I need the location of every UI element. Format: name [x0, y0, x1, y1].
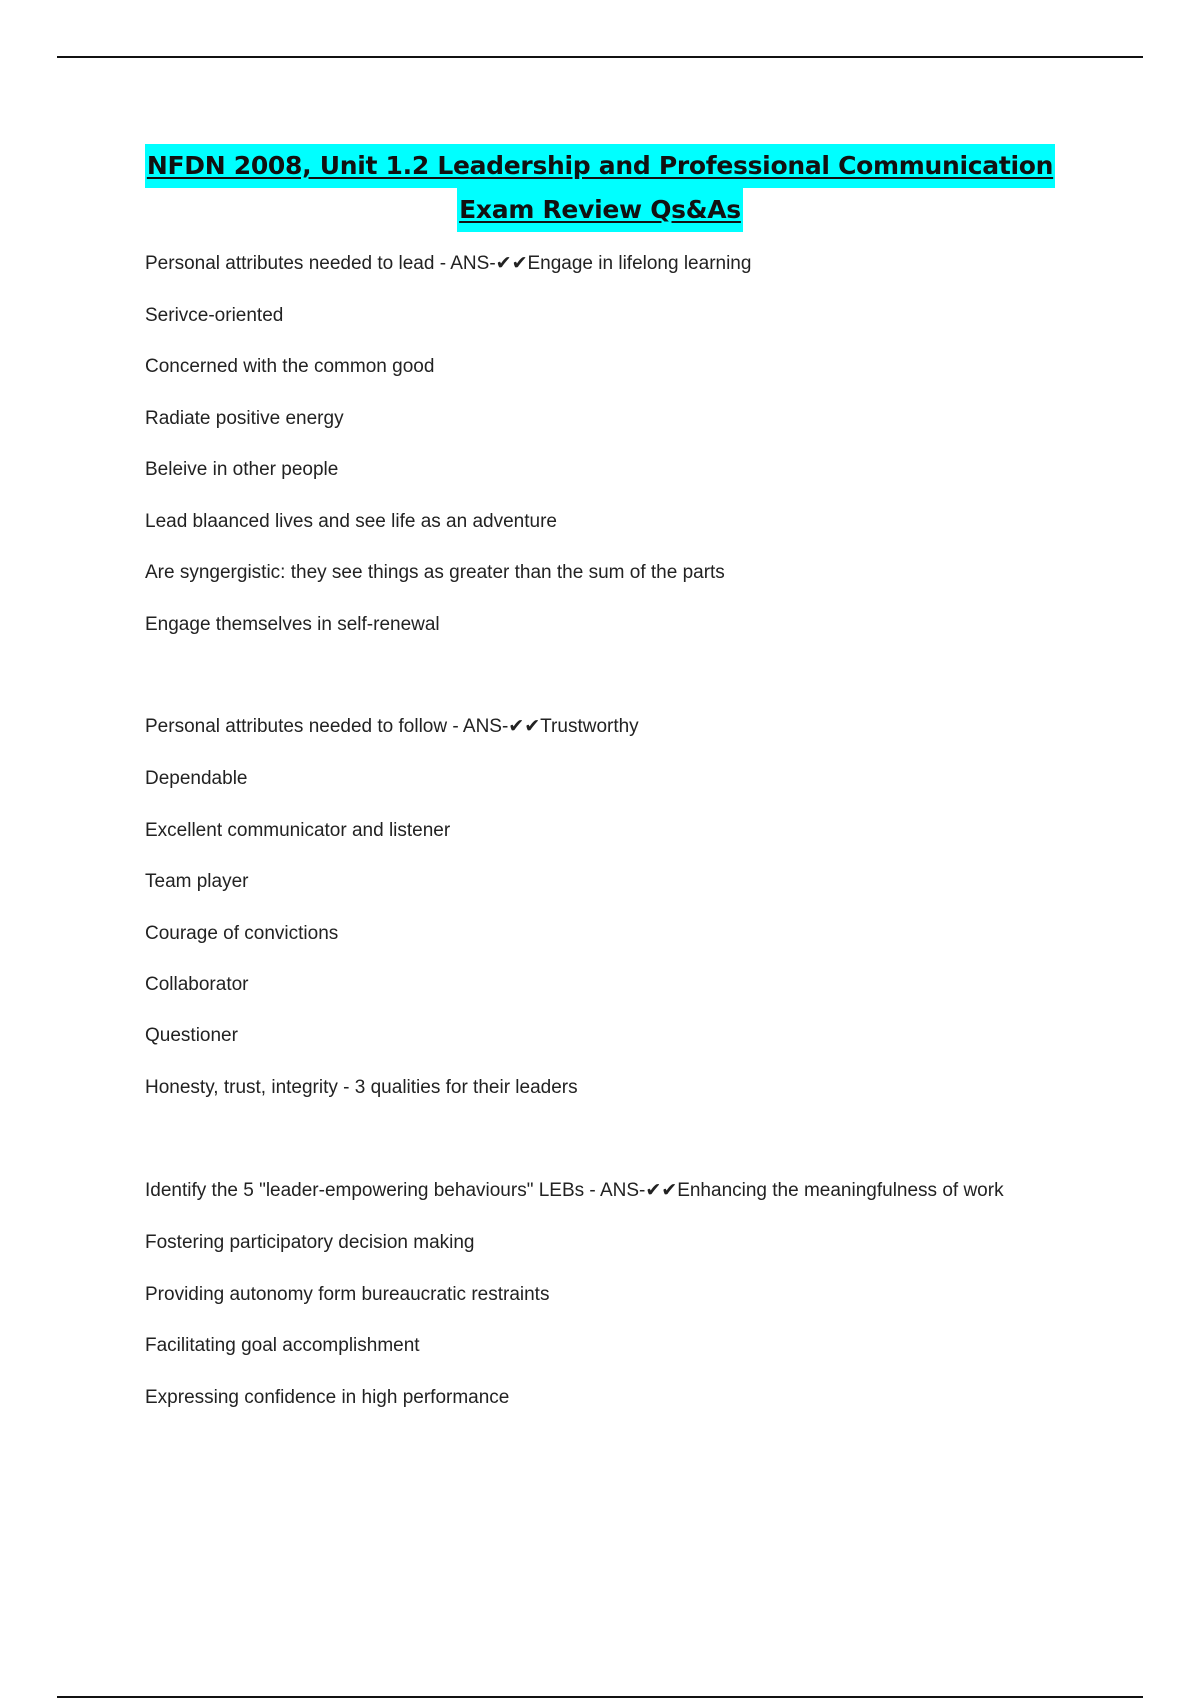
answer-line: Engage themselves in self-renewal	[145, 614, 440, 635]
answer-line: Expressing confidence in high performance	[145, 1387, 510, 1408]
answer-line: Collaborator	[145, 974, 249, 995]
document-title	[0, 144, 1200, 232]
question-lead: Personal attributes needed to lead - ANS-✔✔Engage in lifelong learning	[145, 253, 752, 274]
answer-line: Excellent communicator and listener	[145, 820, 451, 841]
answer-line: Serivce-oriented	[145, 305, 284, 326]
answer-line: Lead blaanced lives and see life as an adventure	[145, 511, 557, 532]
footer-rule	[57, 1696, 1143, 1698]
answer-line: Questioner	[145, 1025, 238, 1046]
title-line-2: Exam Review Qs&As	[457, 188, 743, 232]
answer-line: Beleive in other people	[145, 459, 339, 480]
question-lebs: Identify the 5 "leader-empowering behaviours" LEBs - ANS-✔✔Enhancing the meaningfulness of work	[145, 1180, 1004, 1201]
answer-line: Honesty, trust, integrity - 3 qualities for their leaders	[145, 1077, 578, 1098]
question-follow: Personal attributes needed to follow - ANS-✔✔Trustworthy	[145, 716, 639, 737]
answer-line: Courage of convictions	[145, 923, 339, 944]
answer-line: Radiate positive energy	[145, 408, 344, 429]
answer-line: Are syngergistic: they see things as greater than the sum of the parts	[145, 562, 725, 583]
title-line-1: NFDN 2008, Unit 1.2 Leadership and Professional Communication	[145, 144, 1055, 188]
answer-line: Concerned with the common good	[145, 356, 435, 377]
header-rule	[57, 56, 1143, 58]
answer-line: Team player	[145, 871, 249, 892]
answer-line: Providing autonomy form bureaucratic restraints	[145, 1284, 550, 1305]
answer-line: Fostering participatory decision making	[145, 1232, 475, 1253]
answer-line: Facilitating goal accomplishment	[145, 1335, 420, 1356]
answer-line: Dependable	[145, 768, 248, 789]
